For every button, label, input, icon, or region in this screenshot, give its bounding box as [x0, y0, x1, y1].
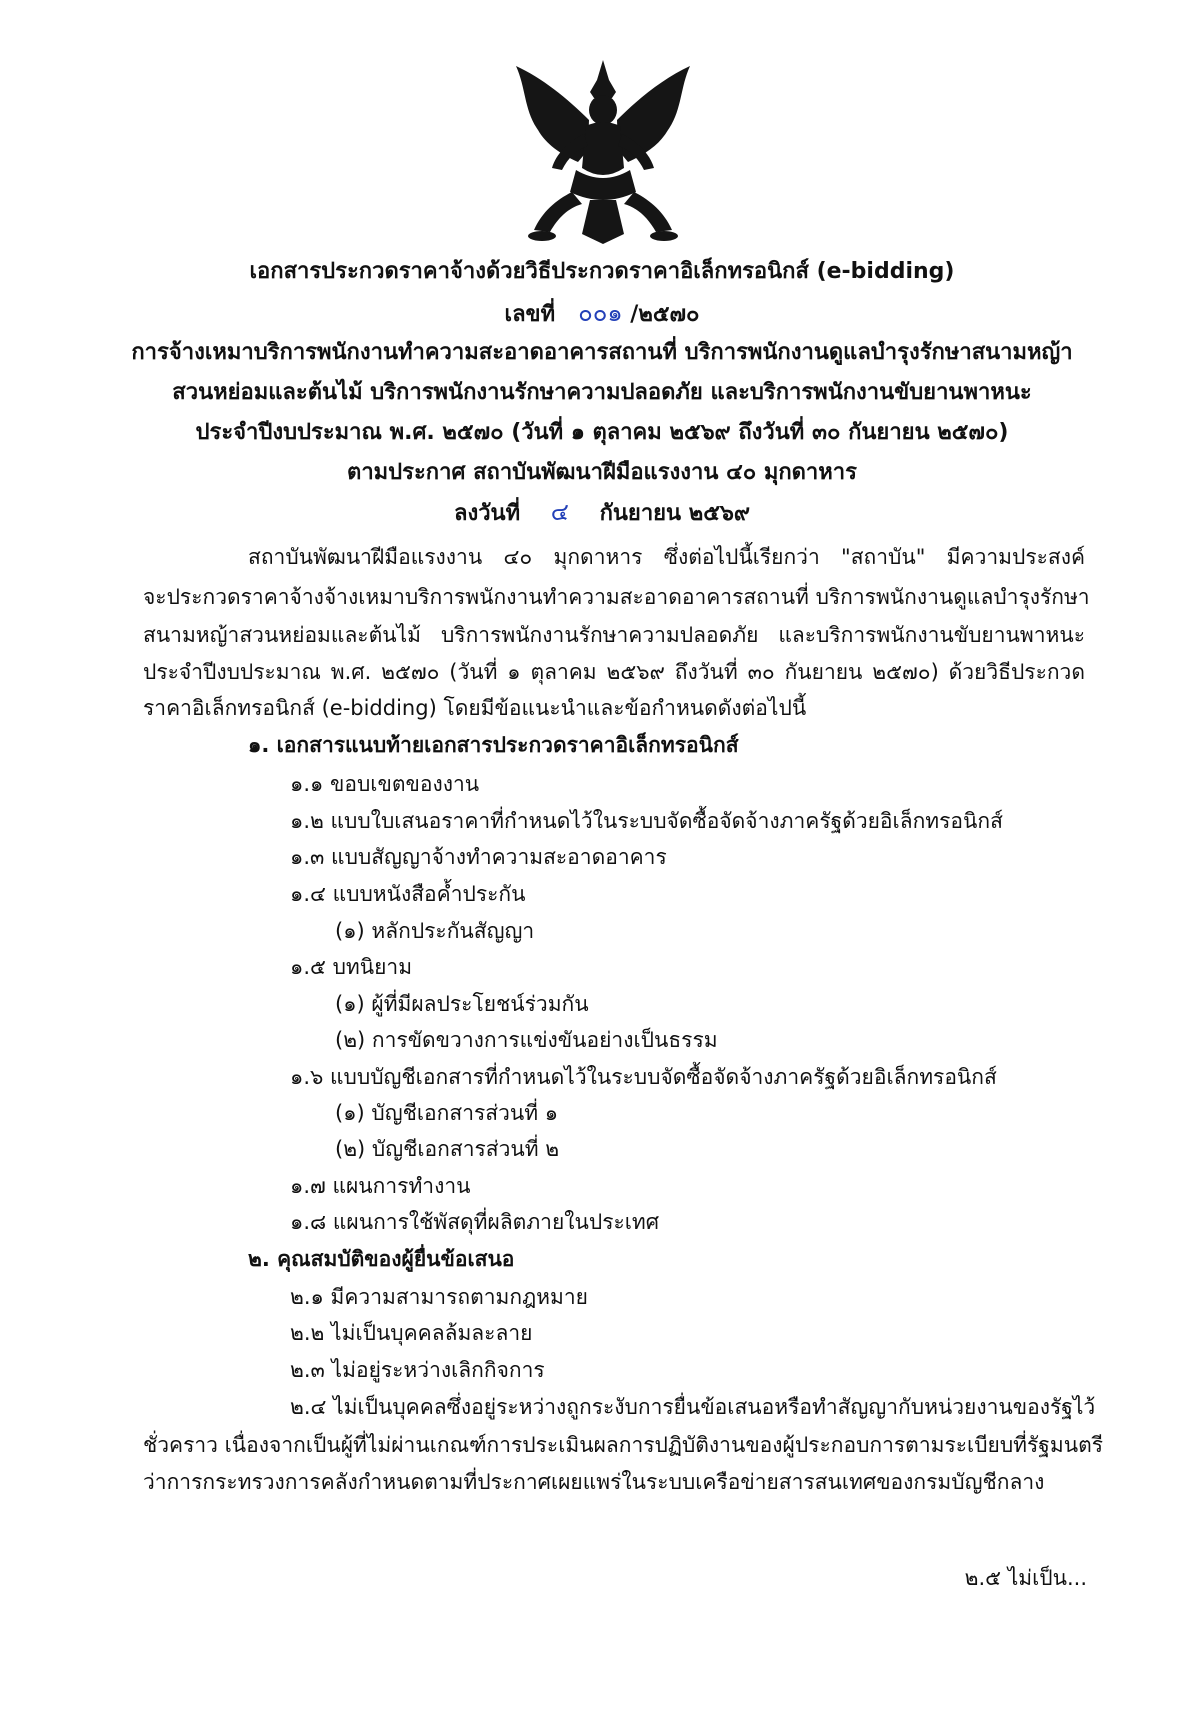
document-number-value: ๐๐๑ — [578, 299, 623, 327]
date-month-year: กันยายน ๒๕๖๙ — [599, 501, 750, 526]
list-item: ๑.๕ บทนิยาม — [290, 955, 413, 979]
document-number — [0, 298, 1204, 330]
intro-line-4: ประจำปีงบประมาณ พ.ศ. ๒๕๗๐ (วันที่ ๑ ตุลาคม ๒๕๖๙ ถึงวันที่ ๓๐ กันยายน ๒๕๗๐) ด้วยวิธีประกวด — [143, 660, 1085, 684]
intro-line-1: สถาบันพัฒนาฝีมือแรงงาน ๔๐ มุกดาหาร ซึ่งต่อไปนี้เรียกว่า "สถาบัน" มีความประสงค์ — [248, 545, 1085, 569]
subject-line-3: ประจำปีงบประมาณ พ.ศ. ๒๕๗๐ (วันที่ ๑ ตุลาคม ๒๕๖๙ ถึงวันที่ ๓๐ กันยายน ๒๕๗๐) — [195, 420, 1009, 445]
subject-line-1: การจ้างเหมาบริการพนักงานทำความสะอาดอาคารสถานที่ บริการพนักงานดูแลบำรุงรักษาสนามหญ้า — [131, 340, 1073, 365]
list-item: ๑.๖ แบบบัญชีเอกสารที่กำหนดไว้ในระบบจัดซื้อจัดจ้างภาครัฐด้วยอิเล็กทรอนิกส์ — [290, 1065, 997, 1089]
intro-line-3: สนามหญ้าสวนหย่อมและต้นไม้ บริการพนักงานรักษาความปลอดภัย และบริการพนักงานขับยานพาหนะ — [143, 623, 1085, 647]
document-date — [0, 497, 1204, 529]
list-item: ๒.๔ ไม่เป็นบุคคลซึ่งอยู่ระหว่างถูกระงับการยื่นข้อเสนอหรือทำสัญญากับหน่วยงานของรัฐไว้ — [290, 1395, 1096, 1419]
list-item: ๒.๒ ไม่เป็นบุคคลล้มละลาย — [290, 1321, 533, 1345]
list-item: (๑) บัญชีเอกสารส่วนที่ ๑ — [335, 1101, 559, 1125]
document-number-suffix: /๒๕๗๐ — [630, 302, 700, 327]
list-item: ๑.๒ แบบใบเสนอราคาที่กำหนดไว้ในระบบจัดซื้อจัดจ้างภาครัฐด้วยอิเล็กทรอนิกส์ — [290, 809, 1003, 833]
announcement-line: ตามประกาศ สถาบันพัฒนาฝีมือแรงงาน ๔๐ มุกดาหาร — [347, 460, 857, 485]
list-item: ๑.๗ แผนการทำงาน — [290, 1174, 471, 1198]
date-label: ลงวันที่ — [453, 501, 521, 526]
garuda-emblem-icon — [512, 58, 694, 248]
list-item: (๑) หลักประกันสัญญา — [335, 919, 535, 943]
section-1-heading: ๑. เอกสารแนบท้ายเอกสารประกวดราคาอิเล็กทรอนิกส์ — [248, 733, 739, 757]
list-item-continuation: ว่าการกระทรวงการคลังกำหนดตามที่ประกาศเผยแพร่ในระบบเครือข่ายสารสนเทศของกรมบัญชีกลาง — [143, 1470, 1045, 1494]
list-item: ๒.๑ มีความสามารถตามกฎหมาย — [290, 1285, 588, 1309]
document-number-label: เลขที่ — [504, 302, 556, 327]
list-item: ๑.๓ แบบสัญญาจ้างทำความสะอาดอาคาร — [290, 845, 667, 869]
list-item: ๑.๘ แผนการใช้พัสดุที่ผลิตภายในประเทศ — [290, 1210, 660, 1234]
list-item: ๑.๑ ขอบเขตของงาน — [290, 772, 480, 796]
intro-line-5: ราคาอิเล็กทรอนิกส์ (e-bidding) โดยมีข้อแนะนำและข้อกำหนดดังต่อไปนี้ — [143, 696, 807, 720]
intro-line-2: จะประกวดราคาจ้างจ้างเหมาบริการพนักงานทำความสะอาดอาคารสถานที่ บริการพนักงานดูแลบำรุงรักษา — [143, 585, 1090, 609]
list-item: (๒) การขัดขวางการแข่งขันอย่างเป็นธรรม — [335, 1028, 718, 1052]
list-item: (๒) บัญชีเอกสารส่วนที่ ๒ — [335, 1137, 560, 1161]
page-continuation: ๒.๕ ไม่เป็น... — [964, 1566, 1087, 1590]
list-item: ๑.๔ แบบหนังสือค้ำประกัน — [290, 882, 526, 906]
date-day: ๔ — [550, 498, 569, 526]
list-item: ๒.๓ ไม่อยู่ระหว่างเลิกกิจการ — [290, 1358, 545, 1382]
list-item-continuation: ชั่วคราว เนื่องจากเป็นผู้ที่ไม่ผ่านเกณฑ์การประเมินผลการปฏิบัติงานของผู้ประกอบการตามระเบียบที่รัฐมนตรี — [143, 1433, 1103, 1457]
section-2-heading: ๒. คุณสมบัติของผู้ยื่นข้อเสนอ — [248, 1247, 515, 1271]
subject-line-2: สวนหย่อมและต้นไม้ บริการพนักงานรักษาความปลอดภัย และบริการพนักงานขับยานพาหนะ — [172, 380, 1032, 405]
document-title: เอกสารประกวดราคาจ้างด้วยวิธีประกวดราคาอิเล็กทรอนิกส์ (e-bidding) — [249, 259, 955, 284]
list-item: (๑) ผู้ที่มีผลประโยชน์ร่วมกัน — [335, 992, 589, 1016]
